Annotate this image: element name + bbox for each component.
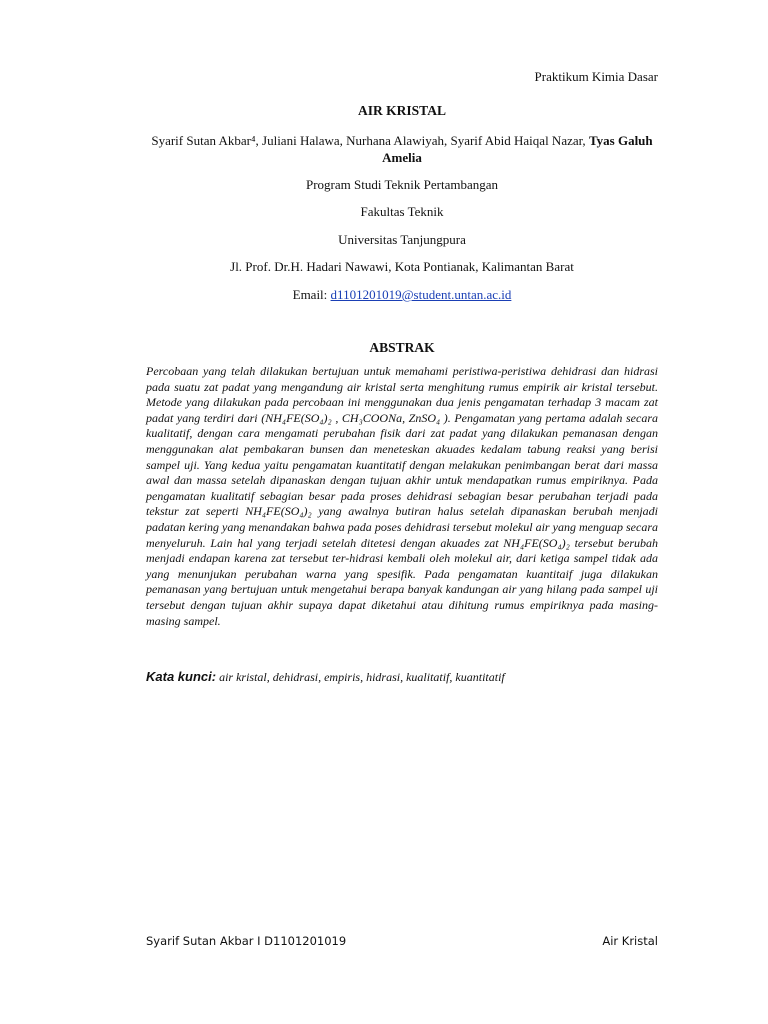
author-names: Syarif Sutan Akbar⁴, Juliani Halawa, Nurhana Alawiyah, Syarif Abid Haiqal Nazar, xyxy=(151,133,589,148)
running-header: Praktikum Kimia Dasar xyxy=(534,69,658,84)
paper-title: AIR KRISTAL xyxy=(358,103,446,118)
university-line: Universitas Tanjungpura xyxy=(338,232,466,247)
author-name-bold: Tyas Galuh Amelia xyxy=(382,133,653,165)
abstract-body: Percobaan yang telah dilakukan bertujuan untuk memahami peristiwa-peristiwa dehidrasi dan hidrasi pada suatu zat padat yang mengandung air kristal serta menghitung rumus empirik air kristal tersebut. Metode yang dilakukan pada percobaan ini menggunakan dua jenis pengamatan terhadap 3 macam zat padat yang terdiri dari (NH₄FE(SO₄)₂ , CH₃COONa, ZnSO₄ ). Pengamatan yang pertama adalah secara kualitatif, dengan cara mengamati perubahan fisik dari zat padat yang dilakukan pemanasan dengan menggunakan alat pembakaran bunsen dan meneteskan akuades kedalam tabung reaksi yang berisi sampel uji. Yang kedua yaitu pengamatan kuantitatif dengan melakukan penimbangan berat dari massa awal dan massa setelah dipanaskan dengan tujuan akhir untuk mendapatkan rumus empiriknya. Pada pengamatan kualitatif sebagian besar pada proses dehidrasi sebagian besar perubahan terjadi pada tekstur zat seperti NH₄FE(SO₄)₂ yang awalnya butiran halus setelah dipanaskan berubah menjadi padatan kering yang menandakan bahwa pada poses dehidrasi tersebut molekul air yang menguap secara menyeluruh. Lain hal yang terjadi setelah ditetesi dengan akuades zat NH₄FE(SO₄)₂ tersebut berubah menjadi endapan karena zat tersebut ter-hidrasi kembali oleh molekul air, dari ketiga sampel tidak ada yang menunjukan perubahan warna yang spesifik. Pada pengamatan kuantitaif juga dilakukan pemanasan yang bertujuan untuk mengetahui berapa banyak kandungan air yang hilang pada sampel uji tersebut dengan tujuan akhir supaya dapat diketahui atau dihitung rumus empiriknya pada masing-masing sampel. xyxy=(146,364,658,628)
email-link[interactable]: d1101201019@student.untan.ac.id xyxy=(330,287,512,302)
email-label: Email: xyxy=(292,287,331,302)
footer-author-id: Syarif Sutan Akbar I D1101201019 xyxy=(146,934,347,948)
address-line: Jl. Prof. Dr.H. Hadari Nawawi, Kota Pontianak, Kalimantan Barat xyxy=(230,259,574,274)
keywords-label: Kata kunci: xyxy=(146,669,217,684)
keywords-text: air kristal, dehidrasi, empiris, hidrasi, kualitatif, kuantitatif xyxy=(216,670,505,684)
email-line xyxy=(146,287,658,303)
author-list xyxy=(146,132,658,166)
program-line: Program Studi Teknik Pertambangan xyxy=(305,177,499,192)
keywords-line xyxy=(146,669,658,685)
abstract-heading: ABSTRAK xyxy=(369,340,435,355)
faculty-line: Fakultas Teknik xyxy=(360,204,444,219)
footer-title: Air Kristal xyxy=(602,934,658,948)
